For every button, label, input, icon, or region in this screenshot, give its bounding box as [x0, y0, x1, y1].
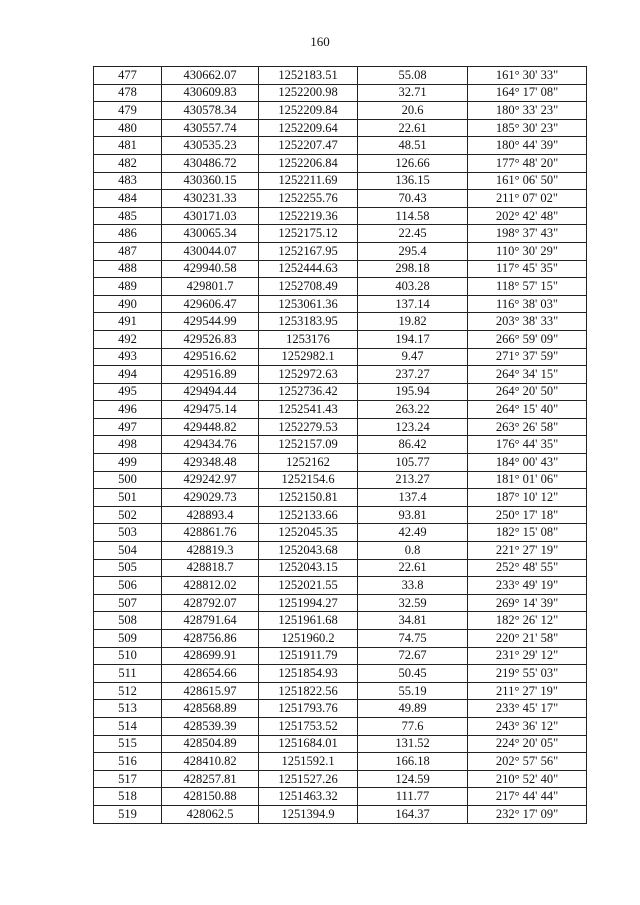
distance-cell: 22.61	[358, 119, 468, 137]
table-row	[94, 190, 587, 208]
distance-cell: 32.59	[358, 594, 468, 612]
y-coordinate-cell: 1251854.93	[259, 665, 358, 683]
table-row	[94, 172, 587, 190]
x-coordinate-cell: 429516.62	[162, 348, 259, 366]
point-number-cell: 513	[94, 700, 162, 718]
distance-cell: 403.28	[358, 278, 468, 296]
bearing-cell: 181° 01' 06"	[468, 471, 587, 489]
distance-cell: 70.43	[358, 190, 468, 208]
point-number-cell: 508	[94, 612, 162, 630]
x-coordinate-cell: 429029.73	[162, 489, 259, 507]
point-number-cell: 495	[94, 383, 162, 401]
y-coordinate-cell: 1253061.36	[259, 295, 358, 313]
x-coordinate-cell: 428257.81	[162, 770, 259, 788]
bearing-cell: 117° 45' 35"	[468, 260, 587, 278]
table-row	[94, 665, 587, 683]
x-coordinate-cell: 430535.23	[162, 137, 259, 155]
y-coordinate-cell: 1251394.9	[259, 805, 358, 823]
bearing-cell: 266° 59' 09"	[468, 330, 587, 348]
x-coordinate-cell: 428819.3	[162, 542, 259, 560]
x-coordinate-cell: 428062.5	[162, 805, 259, 823]
y-coordinate-cell: 1251961.68	[259, 612, 358, 630]
y-coordinate-cell: 1252157.09	[259, 436, 358, 454]
point-number-cell: 501	[94, 489, 162, 507]
table-row	[94, 612, 587, 630]
bearing-cell: 250° 17' 18"	[468, 506, 587, 524]
bearing-cell: 233° 45' 17"	[468, 700, 587, 718]
point-number-cell: 491	[94, 313, 162, 331]
bearing-cell: 182° 15' 08"	[468, 524, 587, 542]
distance-cell: 164.37	[358, 805, 468, 823]
x-coordinate-cell: 429940.58	[162, 260, 259, 278]
y-coordinate-cell: 1251463.32	[259, 788, 358, 806]
table-row	[94, 524, 587, 542]
table-row	[94, 260, 587, 278]
y-coordinate-cell: 1252200.98	[259, 84, 358, 102]
distance-cell: 33.8	[358, 577, 468, 595]
bearing-cell: 203° 38' 33"	[468, 313, 587, 331]
x-coordinate-cell: 430578.34	[162, 102, 259, 120]
distance-cell: 131.52	[358, 735, 468, 753]
distance-cell: 111.77	[358, 788, 468, 806]
distance-cell: 50.45	[358, 665, 468, 683]
y-coordinate-cell: 1252167.95	[259, 242, 358, 260]
point-number-cell: 490	[94, 295, 162, 313]
point-number-cell: 500	[94, 471, 162, 489]
x-coordinate-cell: 428792.07	[162, 594, 259, 612]
distance-cell: 295.4	[358, 242, 468, 260]
distance-cell: 20.6	[358, 102, 468, 120]
y-coordinate-cell: 1252133.66	[259, 506, 358, 524]
x-coordinate-cell: 429434.76	[162, 436, 259, 454]
table-row	[94, 418, 587, 436]
distance-cell: 77.6	[358, 717, 468, 735]
bearing-cell: 243° 36' 12"	[468, 717, 587, 735]
y-coordinate-cell: 1252183.51	[259, 67, 358, 85]
distance-cell: 55.08	[358, 67, 468, 85]
bearing-cell: 233° 49' 19"	[468, 577, 587, 595]
bearing-cell: 264° 15' 40"	[468, 401, 587, 419]
point-number-cell: 488	[94, 260, 162, 278]
x-coordinate-cell: 429801.7	[162, 278, 259, 296]
table-row	[94, 700, 587, 718]
x-coordinate-cell: 428756.86	[162, 630, 259, 648]
table-row	[94, 647, 587, 665]
y-coordinate-cell: 1251994.27	[259, 594, 358, 612]
x-coordinate-cell: 430171.03	[162, 207, 259, 225]
table-row	[94, 577, 587, 595]
x-coordinate-cell: 428818.7	[162, 559, 259, 577]
bearing-cell: 182° 26' 12"	[468, 612, 587, 630]
table-row	[94, 383, 587, 401]
table-row	[94, 506, 587, 524]
distance-cell: 42.49	[358, 524, 468, 542]
point-number-cell: 516	[94, 753, 162, 771]
table-row	[94, 207, 587, 225]
y-coordinate-cell: 1252206.84	[259, 154, 358, 172]
x-coordinate-cell: 430662.07	[162, 67, 259, 85]
bearing-cell: 231° 29' 12"	[468, 647, 587, 665]
bearing-cell: 202° 57' 56"	[468, 753, 587, 771]
table-row	[94, 119, 587, 137]
point-number-cell: 504	[94, 542, 162, 560]
bearing-cell: 264° 34' 15"	[468, 366, 587, 384]
table-row	[94, 805, 587, 823]
bearing-cell: 219° 55' 03"	[468, 665, 587, 683]
distance-cell: 19.82	[358, 313, 468, 331]
bearing-cell: 187° 10' 12"	[468, 489, 587, 507]
bearing-cell: 202° 42' 48"	[468, 207, 587, 225]
table-row	[94, 278, 587, 296]
x-coordinate-cell: 430486.72	[162, 154, 259, 172]
distance-cell: 194.17	[358, 330, 468, 348]
distance-cell: 137.14	[358, 295, 468, 313]
point-number-cell: 496	[94, 401, 162, 419]
point-number-cell: 484	[94, 190, 162, 208]
x-coordinate-cell: 430609.83	[162, 84, 259, 102]
x-coordinate-cell: 429494.44	[162, 383, 259, 401]
bearing-cell: 211° 27' 19"	[468, 682, 587, 700]
distance-cell: 86.42	[358, 436, 468, 454]
point-number-cell: 510	[94, 647, 162, 665]
table-row	[94, 471, 587, 489]
table-row	[94, 735, 587, 753]
distance-cell: 74.75	[358, 630, 468, 648]
y-coordinate-cell: 1251822.56	[259, 682, 358, 700]
table-row	[94, 542, 587, 560]
bearing-cell: 221° 27' 19"	[468, 542, 587, 560]
x-coordinate-cell: 428861.76	[162, 524, 259, 542]
table-row	[94, 753, 587, 771]
bearing-cell: 161° 06' 50"	[468, 172, 587, 190]
bearing-cell: 177° 48' 20"	[468, 154, 587, 172]
y-coordinate-cell: 1252209.64	[259, 119, 358, 137]
table-row	[94, 242, 587, 260]
distance-cell: 136.15	[358, 172, 468, 190]
point-number-cell: 489	[94, 278, 162, 296]
y-coordinate-cell: 1252736.42	[259, 383, 358, 401]
x-coordinate-cell: 430557.74	[162, 119, 259, 137]
point-number-cell: 519	[94, 805, 162, 823]
table-row	[94, 313, 587, 331]
x-coordinate-cell: 428812.02	[162, 577, 259, 595]
bearing-cell: 118° 57' 15"	[468, 278, 587, 296]
bearing-cell: 176° 44' 35"	[468, 436, 587, 454]
table-row	[94, 366, 587, 384]
y-coordinate-cell: 1252154.6	[259, 471, 358, 489]
y-coordinate-cell: 1251592.1	[259, 753, 358, 771]
x-coordinate-cell: 429606.47	[162, 295, 259, 313]
point-number-cell: 506	[94, 577, 162, 595]
y-coordinate-cell: 1252207.47	[259, 137, 358, 155]
point-number-cell: 477	[94, 67, 162, 85]
x-coordinate-cell: 428150.88	[162, 788, 259, 806]
point-number-cell: 507	[94, 594, 162, 612]
point-number-cell: 503	[94, 524, 162, 542]
distance-cell: 114.58	[358, 207, 468, 225]
distance-cell: 22.45	[358, 225, 468, 243]
table-row	[94, 717, 587, 735]
distance-cell: 32.71	[358, 84, 468, 102]
page-number: 160	[310, 34, 330, 49]
x-coordinate-cell: 430044.07	[162, 242, 259, 260]
point-number-cell: 511	[94, 665, 162, 683]
x-coordinate-cell: 429526.83	[162, 330, 259, 348]
table-row	[94, 770, 587, 788]
y-coordinate-cell: 1252175.12	[259, 225, 358, 243]
y-coordinate-cell: 1252982.1	[259, 348, 358, 366]
y-coordinate-cell: 1252541.43	[259, 401, 358, 419]
point-number-cell: 517	[94, 770, 162, 788]
x-coordinate-cell: 430065.34	[162, 225, 259, 243]
point-number-cell: 509	[94, 630, 162, 648]
y-coordinate-cell: 1253176	[259, 330, 358, 348]
x-coordinate-cell: 429516.89	[162, 366, 259, 384]
bearing-cell: 164° 17' 08"	[468, 84, 587, 102]
table-row	[94, 330, 587, 348]
point-number-cell: 494	[94, 366, 162, 384]
point-number-cell: 487	[94, 242, 162, 260]
distance-cell: 263.22	[358, 401, 468, 419]
distance-cell: 55.19	[358, 682, 468, 700]
table-row	[94, 67, 587, 85]
point-number-cell: 514	[94, 717, 162, 735]
y-coordinate-cell: 1252444.63	[259, 260, 358, 278]
table-row	[94, 225, 587, 243]
y-coordinate-cell: 1252162	[259, 454, 358, 472]
x-coordinate-cell: 428539.39	[162, 717, 259, 735]
y-coordinate-cell: 1252209.84	[259, 102, 358, 120]
distance-cell: 213.27	[358, 471, 468, 489]
y-coordinate-cell: 1252279.53	[259, 418, 358, 436]
table-row	[94, 630, 587, 648]
x-coordinate-cell: 428699.91	[162, 647, 259, 665]
table-body	[94, 67, 587, 824]
point-number-cell: 492	[94, 330, 162, 348]
point-number-cell: 482	[94, 154, 162, 172]
distance-cell: 49.89	[358, 700, 468, 718]
bearing-cell: 180° 33' 23"	[468, 102, 587, 120]
point-number-cell: 502	[94, 506, 162, 524]
y-coordinate-cell: 1252150.81	[259, 489, 358, 507]
y-coordinate-cell: 1252043.15	[259, 559, 358, 577]
bearing-cell: 116° 38' 03"	[468, 295, 587, 313]
x-coordinate-cell: 430231.33	[162, 190, 259, 208]
point-number-cell: 515	[94, 735, 162, 753]
x-coordinate-cell: 429242.97	[162, 471, 259, 489]
x-coordinate-cell: 429475.14	[162, 401, 259, 419]
x-coordinate-cell: 429544.99	[162, 313, 259, 331]
y-coordinate-cell: 1251960.2	[259, 630, 358, 648]
x-coordinate-cell: 429348.48	[162, 454, 259, 472]
bearing-cell: 220° 21' 58"	[468, 630, 587, 648]
bearing-cell: 264° 20' 50"	[468, 383, 587, 401]
point-number-cell: 512	[94, 682, 162, 700]
distance-cell: 72.67	[358, 647, 468, 665]
x-coordinate-cell: 428893.4	[162, 506, 259, 524]
y-coordinate-cell: 1251527.26	[259, 770, 358, 788]
distance-cell: 93.81	[358, 506, 468, 524]
x-coordinate-cell: 428615.97	[162, 682, 259, 700]
y-coordinate-cell: 1252211.69	[259, 172, 358, 190]
distance-cell: 123.24	[358, 418, 468, 436]
point-number-cell: 505	[94, 559, 162, 577]
table-row	[94, 84, 587, 102]
distance-cell: 34.81	[358, 612, 468, 630]
bearing-cell: 180° 44' 39"	[468, 137, 587, 155]
table-row	[94, 137, 587, 155]
point-number-cell: 478	[94, 84, 162, 102]
y-coordinate-cell: 1251684.01	[259, 735, 358, 753]
bearing-cell: 211° 07' 02"	[468, 190, 587, 208]
x-coordinate-cell: 428410.82	[162, 753, 259, 771]
distance-cell: 48.51	[358, 137, 468, 155]
distance-cell: 22.61	[358, 559, 468, 577]
bearing-cell: 161° 30' 33"	[468, 67, 587, 85]
bearing-cell: 110° 30' 29"	[468, 242, 587, 260]
y-coordinate-cell: 1252708.49	[259, 278, 358, 296]
distance-cell: 237.27	[358, 366, 468, 384]
distance-cell: 195.94	[358, 383, 468, 401]
y-coordinate-cell: 1251753.52	[259, 717, 358, 735]
bearing-cell: 252° 48' 55"	[468, 559, 587, 577]
table-row	[94, 102, 587, 120]
point-number-cell: 499	[94, 454, 162, 472]
distance-cell: 126.66	[358, 154, 468, 172]
y-coordinate-cell: 1252972.63	[259, 366, 358, 384]
x-coordinate-cell: 429448.82	[162, 418, 259, 436]
distance-cell: 0.8	[358, 542, 468, 560]
coordinates-table	[93, 66, 587, 824]
y-coordinate-cell: 1252021.55	[259, 577, 358, 595]
point-number-cell: 486	[94, 225, 162, 243]
point-number-cell: 481	[94, 137, 162, 155]
bearing-cell: 271° 37' 59"	[468, 348, 587, 366]
y-coordinate-cell: 1251911.79	[259, 647, 358, 665]
bearing-cell: 224° 20' 05"	[468, 735, 587, 753]
y-coordinate-cell: 1252045.35	[259, 524, 358, 542]
distance-cell: 9.47	[358, 348, 468, 366]
distance-cell: 124.59	[358, 770, 468, 788]
point-number-cell: 497	[94, 418, 162, 436]
bearing-cell: 217° 44' 44"	[468, 788, 587, 806]
y-coordinate-cell: 1251793.76	[259, 700, 358, 718]
distance-cell: 137.4	[358, 489, 468, 507]
table-row	[94, 154, 587, 172]
bearing-cell: 210° 52' 40"	[468, 770, 587, 788]
point-number-cell: 483	[94, 172, 162, 190]
x-coordinate-cell: 430360.15	[162, 172, 259, 190]
bearing-cell: 232° 17' 09"	[468, 805, 587, 823]
y-coordinate-cell: 1253183.95	[259, 313, 358, 331]
table-row	[94, 559, 587, 577]
x-coordinate-cell: 428504.89	[162, 735, 259, 753]
point-number-cell: 493	[94, 348, 162, 366]
y-coordinate-cell: 1252255.76	[259, 190, 358, 208]
point-number-cell: 518	[94, 788, 162, 806]
table-row	[94, 401, 587, 419]
y-coordinate-cell: 1252219.36	[259, 207, 358, 225]
point-number-cell: 480	[94, 119, 162, 137]
y-coordinate-cell: 1252043.68	[259, 542, 358, 560]
bearing-cell: 269° 14' 39"	[468, 594, 587, 612]
distance-cell: 166.18	[358, 753, 468, 771]
point-number-cell: 485	[94, 207, 162, 225]
distance-cell: 298.18	[358, 260, 468, 278]
table-row	[94, 454, 587, 472]
bearing-cell: 263° 26' 58"	[468, 418, 587, 436]
x-coordinate-cell: 428654.66	[162, 665, 259, 683]
x-coordinate-cell: 428791.64	[162, 612, 259, 630]
bearing-cell: 184° 00' 43"	[468, 454, 587, 472]
bearing-cell: 198° 37' 43"	[468, 225, 587, 243]
table-row	[94, 295, 587, 313]
table-row	[94, 348, 587, 366]
point-number-cell: 479	[94, 102, 162, 120]
x-coordinate-cell: 428568.89	[162, 700, 259, 718]
table-row	[94, 788, 587, 806]
table-row	[94, 436, 587, 454]
table-row	[94, 489, 587, 507]
bearing-cell: 185° 30' 23"	[468, 119, 587, 137]
table-row	[94, 682, 587, 700]
point-number-cell: 498	[94, 436, 162, 454]
table-row	[94, 594, 587, 612]
distance-cell: 105.77	[358, 454, 468, 472]
